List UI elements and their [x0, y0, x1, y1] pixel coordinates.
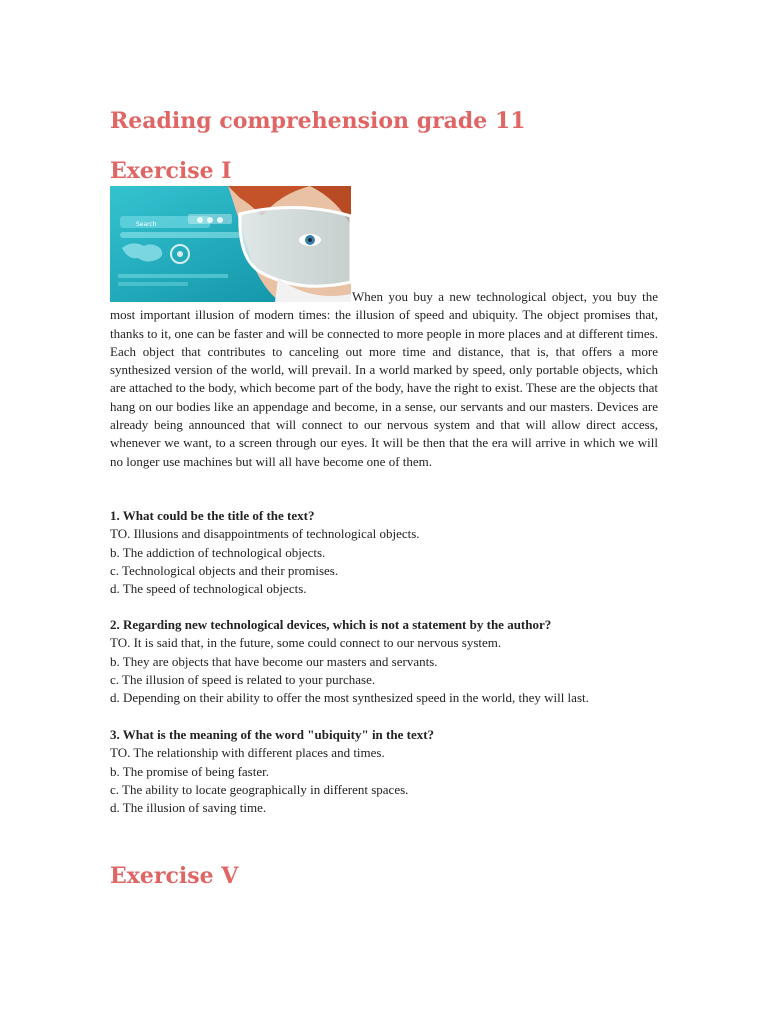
- figure-screen-label: Search: [136, 221, 157, 228]
- question-3: 3. What is the meaning of the word "ubiquity" in the text?: [110, 727, 435, 742]
- question-block-3: [110, 726, 658, 817]
- document-title: Reading comprehension grade 11: [110, 108, 526, 134]
- question-1: 1. What could be the title of the text?: [110, 508, 315, 523]
- visor-illustration: [110, 186, 351, 302]
- question-3-option-b: b. The promise of being faster.: [110, 763, 269, 779]
- question-2-option-d: d. Depending on their ability to offer the most synthesized speed in the world, they will last.: [110, 690, 589, 706]
- passage-text: When you buy a new technological object, you buy the most important illusion of modern times: the illusion of speed and ubiquity. The object promises that, thanks to it, one can be faster and will be connected to more people in more places and at different times. Each object that contributes to canceling out more time and distance, that is, that offers a more synthesized version of the world, will prevail. In a world marked by speed, only portable objects, which are attached to the body, which become part of the body, have the right to exist. These are the objects that hang on our bodies like an appendage and become, in a sense, our servants and our masters. Devices are already being announced that will connect to our nervous system and that will allow direct access, whenever we want, to a screen through our eyes. It will be then that the era will arrive in which we will no longer use machines but will all have become one of them.: [110, 289, 658, 469]
- question-3-option-a: TO. The relationship with different places and times.: [110, 745, 385, 761]
- futuristic-visor-icon: [110, 186, 351, 302]
- question-block-2: [110, 616, 658, 707]
- question-2-option-a: TO. It is said that, in the future, some could connect to our nervous system.: [110, 635, 502, 651]
- question-1-option-d: d. The speed of technological objects.: [110, 581, 307, 597]
- question-1-option-b: b. The addiction of technological objects.: [110, 544, 326, 560]
- question-2-option-c: c. The illusion of speed is related to your purchase.: [110, 671, 376, 687]
- question-2-option-b: b. They are objects that have become our masters and servants.: [110, 653, 438, 669]
- question-3-option-d: d. The illusion of saving time.: [110, 800, 267, 816]
- exercise-1-heading: Exercise I: [110, 158, 232, 184]
- exercise-5-heading: Exercise V: [110, 863, 239, 889]
- question-1-option-a: TO. Illusions and disappointments of technological objects.: [110, 526, 420, 542]
- question-2: 2. Regarding new technological devices, which is not a statement by the author?: [110, 617, 552, 632]
- question-block-1: [110, 507, 658, 598]
- question-3-option-c: c. The ability to locate geographically in different spaces.: [110, 781, 409, 797]
- reading-passage: [110, 288, 658, 471]
- question-1-option-c: c. Technological objects and their promises.: [110, 562, 339, 578]
